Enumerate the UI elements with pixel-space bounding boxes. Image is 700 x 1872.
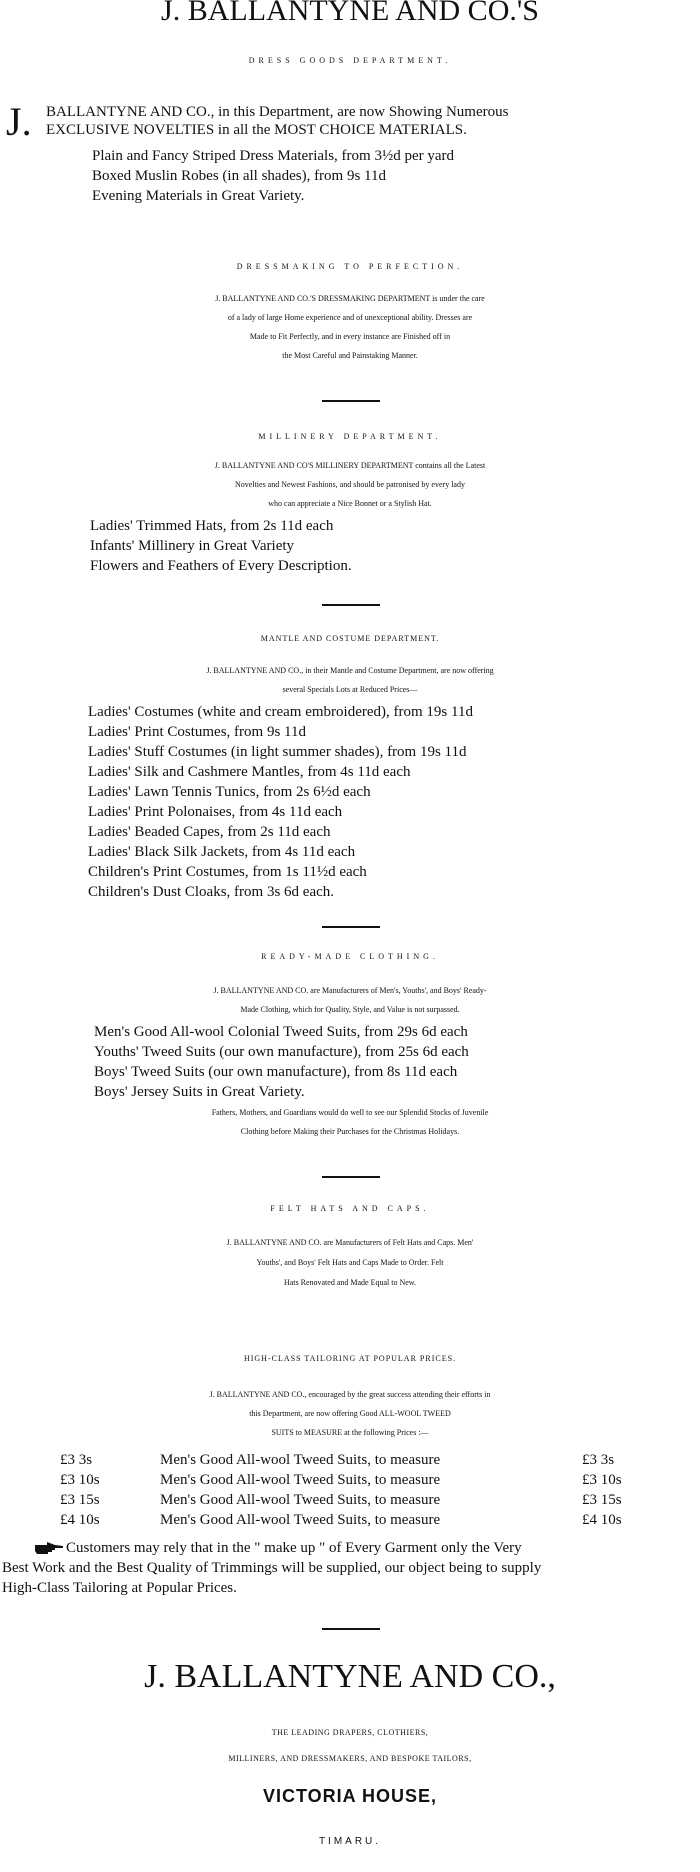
mantle-item: Ladies' Stuff Costumes (in light summer shades), from 19s 11d <box>88 744 467 760</box>
felt-hats-line: J. BALLANTYNE AND CO. are Manufacturers of Felt Hats and Caps. Men' <box>226 1238 474 1247</box>
tailoring-note: High-Class Tailoring at Popular Prices. <box>2 1580 237 1596</box>
clothing-item: Boys' Tweed Suits (our own manufacture), from 8s 11d each <box>94 1064 458 1080</box>
price-left: £3 15s <box>60 1492 100 1508</box>
mantle-item: Ladies' Print Polonaises, from 4s 11d each <box>88 804 343 820</box>
price-description: Men's Good All-wool Tweed Suits, to measure <box>160 1452 441 1468</box>
mantle-item: Children's Print Costumes, from 1s 11½d each <box>88 864 367 880</box>
felt-hats-line: Youths', and Boys' Felt Hats and Caps Made to Order. Felt <box>256 1258 444 1267</box>
price-right: £3 10s <box>582 1472 622 1488</box>
tailoring-note: Best Work and the Best Quality of Trimmings will be supplied, our object being to supply <box>2 1560 542 1576</box>
mantle-item: Children's Dust Cloaks, from 3s 6d each. <box>88 884 335 900</box>
footer-subtitle: MILLINERS, AND DRESSMAKERS, AND BESPOKE TAILORS, <box>228 1754 472 1763</box>
pointing-hand-icon <box>34 1541 64 1555</box>
price-description: Men's Good All-wool Tweed Suits, to measure <box>160 1512 441 1528</box>
victoria-house: VICTORIA HOUSE, <box>262 1786 438 1806</box>
clothing-closing: Clothing before Making their Purchases for the Christmas Holidays. <box>240 1127 460 1136</box>
dress-goods-heading: DRESS GOODS DEPARTMENT. <box>248 56 452 65</box>
dressmaking-line: the Most Careful and Painstaking Manner. <box>282 351 418 360</box>
clothing-item: Men's Good All-wool Colonial Tweed Suits, from 29s 6d each <box>94 1024 468 1040</box>
dress-goods-item: Evening Materials in Great Variety. <box>92 188 305 204</box>
price-left: £3 10s <box>60 1472 100 1488</box>
section-divider <box>322 926 380 928</box>
tailoring-line: J. BALLANTYNE AND CO., encouraged by the great success attending their efforts in <box>209 1390 491 1399</box>
clothing-item: Boys' Jersey Suits in Great Variety. <box>94 1084 305 1100</box>
price-description: Men's Good All-wool Tweed Suits, to measure <box>160 1492 441 1508</box>
felt-hats-line: Hats Renovated and Made Equal to New. <box>283 1278 417 1287</box>
clothing-item: Youths' Tweed Suits (our own manufacture), from 25s 6d each <box>94 1044 469 1060</box>
tailoring-line: SUITS to MEASURE at the following Prices :— <box>271 1428 429 1437</box>
millinery-line: J. BALLANTYNE AND CO'S MILLINERY DEPARTMENT contains all the Latest <box>214 461 486 470</box>
clothing-line: J. BALLANTYNE AND CO. are Manufacturers of Men's, Youths', and Boys' Ready- <box>213 986 487 995</box>
footer-subtitle: THE LEADING DRAPERS, CLOTHIERS, <box>271 1728 429 1737</box>
tailoring-heading: HIGH-CLASS TAILORING AT POPULAR PRICES. <box>243 1354 457 1363</box>
mantle-item: Ladies' Print Costumes, from 9s 11d <box>88 724 306 740</box>
mantle-line: several Specials Lots at Reduced Prices— <box>282 685 418 694</box>
millinery-line: who can appreciate a Nice Bonnet or a Stylish Hat. <box>268 499 432 508</box>
mantle-item: Ladies' Black Silk Jackets, from 4s 11d each <box>88 844 356 860</box>
mantle-item: Ladies' Silk and Cashmere Mantles, from 4s 11d each <box>88 764 411 780</box>
felt-hats-heading: FELT HATS AND CAPS. <box>270 1204 430 1213</box>
mantle-line: J. BALLANTYNE AND CO., in their Mantle and Costume Department, are now offering <box>206 666 494 675</box>
clothing-line: Made Clothing, which for Quality, Style, and Value is not surpassed. <box>240 1005 460 1014</box>
town-name: TIMARU. <box>318 1836 382 1847</box>
clothing-closing: Fathers, Mothers, and Guardians would do well to see our Splendid Stocks of Juvenile <box>211 1108 489 1117</box>
millinery-item: Infants' Millinery in Great Variety <box>90 538 295 554</box>
mantle-item: Ladies' Beaded Capes, from 2s 11d each <box>88 824 331 840</box>
price-right: £4 10s <box>582 1512 622 1528</box>
section-divider <box>322 1628 380 1630</box>
dress-goods-intro-line2: EXCLUSIVE NOVELTIES in all the MOST CHOICE MATERIALS. <box>46 122 467 138</box>
millinery-heading: MILLINERY DEPARTMENT. <box>258 432 442 441</box>
dressmaking-line: of a lady of large Home experience and of unexceptional ability. Dresses are <box>227 313 473 322</box>
dressmaking-heading: DRESSMAKING TO PERFECTION. <box>236 262 464 271</box>
tailoring-note: Customers may rely that in the " make up " of Every Garment only the Very <box>66 1540 522 1556</box>
millinery-item: Ladies' Trimmed Hats, from 2s 11d each <box>90 518 334 534</box>
dress-goods-item: Plain and Fancy Striped Dress Materials, from 3½d per yard <box>92 148 454 164</box>
price-left: £4 10s <box>60 1512 100 1528</box>
mantle-item: Ladies' Lawn Tennis Tunics, from 2s 6½d each <box>88 784 371 800</box>
millinery-line: Novelties and Newest Fashions, and should be patronised by every lady <box>235 480 465 489</box>
price-right: £3 3s <box>582 1452 615 1468</box>
clothing-heading: READY-MADE CLOTHING. <box>261 952 439 961</box>
drop-cap: J. <box>6 99 32 144</box>
dressmaking-line: J. BALLANTYNE AND CO.'S DRESSMAKING DEPARTMENT is under the care <box>215 294 485 303</box>
price-description: Men's Good All-wool Tweed Suits, to measure <box>160 1472 441 1488</box>
section-divider <box>322 604 380 606</box>
price-left: £3 3s <box>60 1452 93 1468</box>
section-divider <box>322 400 380 402</box>
millinery-item: Flowers and Feathers of Every Description. <box>90 558 352 574</box>
tailoring-line: this Department, are now offering Good ALL-WOOL TWEED <box>249 1409 451 1418</box>
dress-goods-intro-line1: BALLANTYNE AND CO., in this Department, are now Showing Numerous <box>46 104 509 120</box>
section-divider <box>322 1176 380 1178</box>
dress-goods-item: Boxed Muslin Robes (in all shades), from 9s 11d <box>92 168 387 184</box>
page-title: J. BALLANTYNE AND CO.'S <box>161 0 539 27</box>
dressmaking-line: Made to Fit Perfectly, and in every instance are Finished off in <box>249 332 451 341</box>
price-right: £3 15s <box>582 1492 622 1508</box>
mantle-heading: MANTLE AND COSTUME DEPARTMENT. <box>260 634 440 643</box>
mantle-item: Ladies' Costumes (white and cream embroidered), from 19s 11d <box>88 704 473 720</box>
footer-title: J. BALLANTYNE AND CO., <box>144 1658 556 1695</box>
